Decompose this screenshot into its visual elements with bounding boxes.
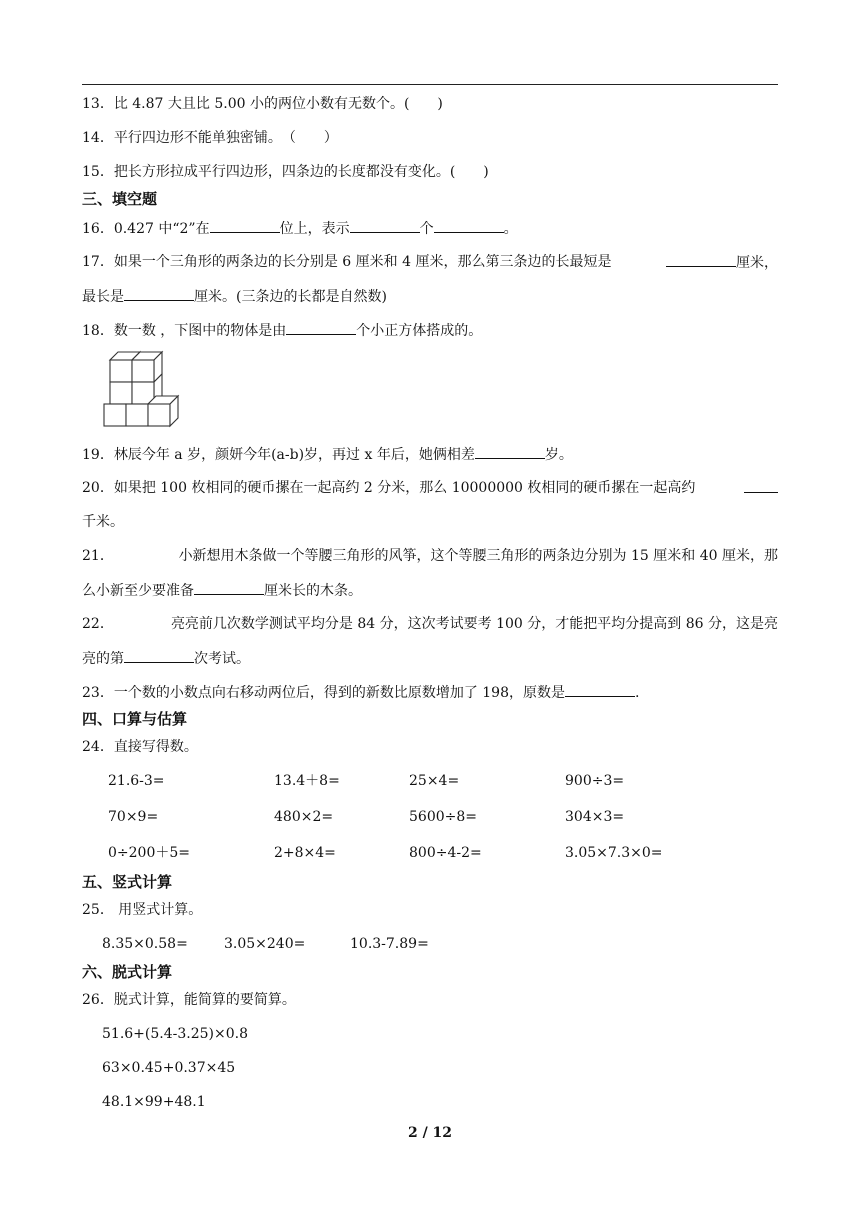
vertical-calc-item: 3.05×240= — [224, 936, 306, 952]
calc-item: 21.6-3= — [108, 773, 165, 789]
question-22-line-2: 亮的第 次考试。 — [82, 648, 250, 669]
question-14: 14．平行四边形不能单独密铺。 （ ） — [82, 130, 338, 146]
answer-blank[interactable] — [124, 648, 194, 663]
calc-item: 70×9= — [108, 809, 159, 825]
calc-item: 13.4＋8= — [274, 773, 340, 789]
question-17-line-2: 最长是 厘米。(三条边的长都是自然数) — [82, 286, 387, 307]
calc-item: 0÷200＋5= — [108, 845, 190, 861]
answer-blank[interactable] — [475, 444, 545, 459]
question-21-line-1: 21． 小新想用木条做一个等腰三角形的风筝，这个等腰三角形的两条边分别为 15 厘米和 40 厘米，那 — [82, 548, 778, 564]
section-4-heading: 四、口算与估算 — [82, 710, 188, 728]
section-3-heading: 三、填空题 — [82, 190, 158, 208]
question-19: 19．林辰今年 a 岁，颜妍今年(a-b)岁，再过 x 年后，她俩相差 岁。 — [82, 444, 573, 465]
answer-blank[interactable] — [744, 478, 778, 493]
answer-blank[interactable] — [350, 218, 420, 233]
answer-blank[interactable] — [210, 218, 280, 233]
calc-item: 25×4= — [409, 773, 460, 789]
page-number: 2 / 12 — [407, 1125, 453, 1141]
question-13: 13．比 4.87 大且比 5.00 小的两位小数有无数个。( ) — [82, 96, 443, 112]
calc-item: 5600÷8= — [409, 809, 477, 825]
calc-item: 800÷4-2= — [409, 845, 482, 861]
question-21-line-2: 么小新至少要准备 厘米长的木条。 — [82, 580, 362, 601]
question-20-line-2: 千米。 — [82, 514, 124, 530]
section-5-heading: 五、竖式计算 — [82, 873, 173, 891]
calc-item: 900÷3= — [565, 773, 625, 789]
header-rule — [82, 84, 778, 85]
calc-item: 480×2= — [274, 809, 334, 825]
section-6-heading: 六、脱式计算 — [82, 963, 173, 981]
question-26: 26．脱式计算，能简算的要简算。 — [82, 992, 296, 1008]
calc-item: 2+8×4= — [274, 845, 336, 861]
question-17-line-1: 17．如果一个三角形的两条边的长分别是 6 厘米和 4 厘米，那么第三条边的长最短是 厘米， — [82, 254, 778, 271]
question-18: 18．数一数 ，下图中的物体是由 个小正方体搭成的。 — [82, 320, 482, 341]
answer-blank[interactable] — [565, 682, 635, 697]
answer-blank[interactable] — [286, 320, 356, 335]
question-25: 25． 用竖式计算。 — [82, 902, 203, 918]
expression-item: 51.6+(5.4-3.25)×0.8 — [102, 1026, 248, 1042]
question-20-line-1: 20．如果把 100 枚相同的硬币摞在一起高约 2 分米，那么 10000000 枚相同的硬币摞在一起高约 — [82, 478, 778, 498]
expression-item: 48.1×99+48.1 — [102, 1094, 206, 1110]
answer-blank[interactable] — [434, 218, 504, 233]
question-15: 15．把长方形拉成平行四边形，四条边的长度都没有变化。( ) — [82, 164, 489, 180]
answer-blank[interactable] — [124, 286, 194, 301]
answer-blank[interactable] — [666, 252, 736, 267]
calc-item: 3.05×7.3×0= — [565, 845, 663, 861]
answer-blank[interactable] — [194, 580, 264, 595]
vertical-calc-item: 10.3-7.89= — [350, 936, 429, 952]
question-22-line-1: 22． 亮亮前几次数学测试平均分是 84 分，这次考试要考 100 分，才能把平均分提高到 86 分，这是亮 — [82, 616, 778, 632]
question-24: 24．直接写得数。 — [82, 739, 198, 755]
question-16: 16．0.427 中“2”在 位上，表示 个 。 — [82, 218, 518, 239]
cube-stack-figure — [100, 348, 190, 430]
expression-item: 63×0.45+0.37×45 — [102, 1060, 236, 1076]
calc-item: 304×3= — [565, 809, 625, 825]
question-23: 23．一个数的小数点向右移动两位后，得到的新数比原数增加了 198，原数是 . — [82, 682, 639, 703]
vertical-calc-item: 8.35×0.58= — [102, 936, 188, 952]
